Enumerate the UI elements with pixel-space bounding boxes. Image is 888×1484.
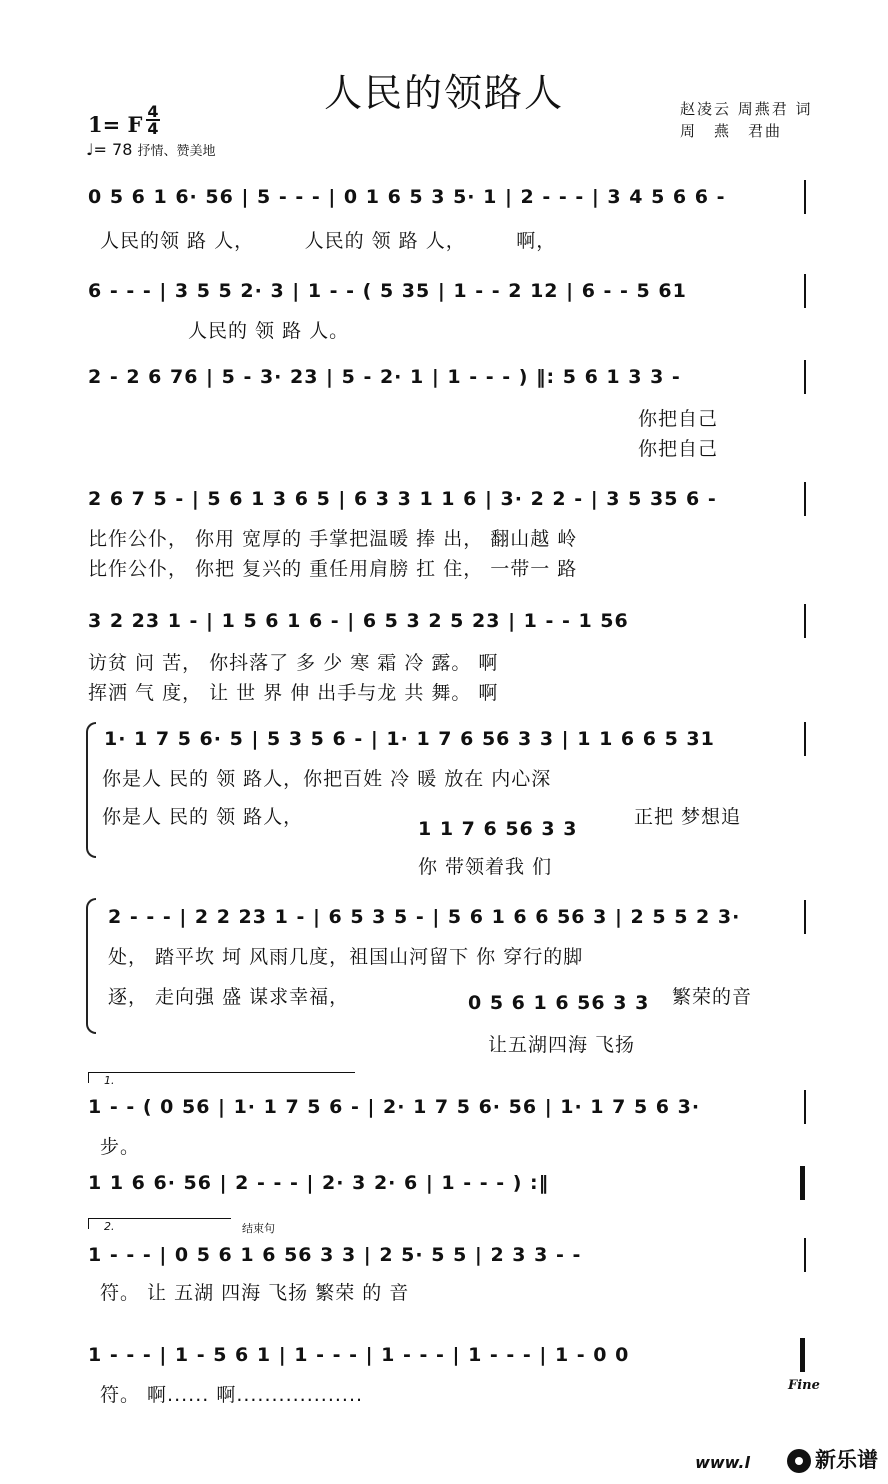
record-disc-icon [787, 1449, 811, 1473]
song-title: 人民的领路人 [323, 71, 564, 115]
first-ending-label: 1. [104, 1074, 115, 1087]
barline [804, 1238, 806, 1272]
barline [804, 604, 806, 638]
score-row-3: 2 - 2 6 76 | 5 - 3· 23 | 5 - 2· 1 | 1 - - - ) ‖: 5 6 1 3 3 - [88, 366, 681, 388]
tempo-mark: ♩= 78 抒情、赞美地 [86, 140, 216, 159]
time-signature: 4 4 [147, 102, 159, 138]
lyrics-row-2-verse1: 人民的 领 路 人。 [188, 320, 350, 342]
second-ending-label: 2. [104, 1220, 115, 1233]
barline [804, 180, 806, 214]
lyrics-row-5-verse1: 访贫 问 苦， 你抖落了 多 少 寒 霜 冷 露。 啊 [88, 652, 499, 674]
first-ending-bracket [88, 1072, 355, 1083]
lyrics-row-6-verse2: 你是人 民的 领 路人， [102, 806, 304, 828]
lyrics-row-1-verse1: 人民的领 路 人， 人民的 领 路 人， 啊， [100, 230, 557, 252]
lyrics-row-6-alt-tail: 正把 梦想追 [634, 806, 742, 828]
score-row-8: 1 - - ( 0 56 | 1· 1 7 5 6 - | 2· 1 7 5 6· 56 | 1· 1 7 5 6 3· [88, 1096, 701, 1118]
barline [804, 900, 806, 934]
lyrics-row-3-verse1: 你把自己 [638, 408, 719, 430]
brand-logo: 新乐谱 [787, 1444, 878, 1474]
barline [804, 360, 806, 394]
barline [804, 482, 806, 516]
lyrics-row-5-verse2: 挥洒 气 度， 让 世 界 伸 出手与龙 共 舞。 啊 [88, 682, 499, 704]
lyricist-credit: 赵凌云 周燕君 词 [680, 100, 813, 118]
system-brace [86, 722, 96, 858]
lyrics-row-7-alt: 让五湖四海 飞扬 [488, 1034, 636, 1056]
lyrics-row-6-verse1: 你是人 民的 领 路人，你把百姓 冷 暖 放在 内心深 [102, 768, 552, 790]
lyrics-row-3-verse2: 你把自己 [638, 438, 719, 460]
coda-label: 结束句 [242, 1222, 275, 1235]
barline [804, 274, 806, 308]
score-row-2: 6 - - - | 3 5 5 2· 3 | 1 - - ( 5 35 | 1 - - 2 12 | 6 - - 5 61 [88, 280, 687, 302]
lyrics-row-6-alt: 你 带领着我 们 [418, 856, 553, 878]
score-row-6: 1· 1 7 5 6· 5 | 5 3 5 6 - | 1· 1 7 6 56 3 3 | 1 1 6 6 5 31 [104, 728, 715, 750]
lyrics-row-7-alt-tail: 繁荣的音 [672, 986, 753, 1008]
composer-credit: 周 燕 君曲 [680, 122, 783, 140]
lyrics-row-8-verse1: 步。 [100, 1136, 141, 1158]
score-row-7: 2 - - - | 2 2 23 1 - | 6 5 3 5 - | 5 6 1 6 6 56 3 | 2 5 5 2 3· [108, 906, 741, 928]
score-row-1: 0 5 6 1 6· 56 | 5 - - - | 0 1 6 5 3 5· 1 | 2 - - - | 3 4 5 6 6 - [88, 186, 726, 208]
fine-mark: Fine [788, 1378, 820, 1393]
score-row-10: 1 - - - | 0 5 6 1 6 56 3 3 | 2 5· 5 5 | 2 3 3 - - [88, 1244, 582, 1266]
score-row-7-alt: 0 5 6 1 6 56 3 3 [468, 992, 650, 1014]
barline [804, 1090, 806, 1124]
repeat-end-barline [800, 1166, 805, 1200]
score-row-11: 1 - - - | 1 - 5 6 1 | 1 - - - | 1 - - - | 1 - - - | 1 - 0 0 [88, 1344, 630, 1366]
watermark-url: www.l [695, 1453, 750, 1472]
lyrics-row-7-verse1: 处， 踏平坎 坷 风雨几度，祖国山河留下 你 穿行的脚 [108, 946, 584, 968]
score-row-9: 1 1 6 6· 56 | 2 - - - | 2· 3 2· 6 | 1 - - - ) :‖ [88, 1172, 550, 1194]
lyrics-row-4-verse2: 比作公仆， 你把 复兴的 重任用肩膀 扛 住， 一带一 路 [88, 558, 578, 580]
score-row-4: 2 6 7 5 - | 5 6 1 3 6 5 | 6 3 3 1 1 6 | 3· 2 2 - | 3 5 35 6 - [88, 488, 717, 510]
lyrics-row-11-verse1: 符。 啊...... 啊.................. [100, 1384, 364, 1406]
lyrics-row-7-verse2: 逐， 走向强 盛 谋求幸福， [108, 986, 350, 1008]
score-row-5: 3 2 23 1 - | 1 5 6 1 6 - | 6 5 3 2 5 23 | 1 - - 1 56 [88, 610, 629, 632]
key-signature: 1= F [88, 112, 143, 137]
lyrics-row-10-verse1: 符。 让 五湖 四海 飞扬 繁荣 的 音 [100, 1282, 410, 1304]
system-brace [86, 898, 96, 1034]
barline [804, 722, 806, 756]
score-row-6-alt: 1 1 7 6 56 3 3 [418, 818, 578, 840]
lyrics-row-4-verse1: 比作公仆， 你用 宽厚的 手掌把温暖 捧 出， 翻山越 岭 [88, 528, 578, 550]
final-barline [800, 1338, 805, 1372]
